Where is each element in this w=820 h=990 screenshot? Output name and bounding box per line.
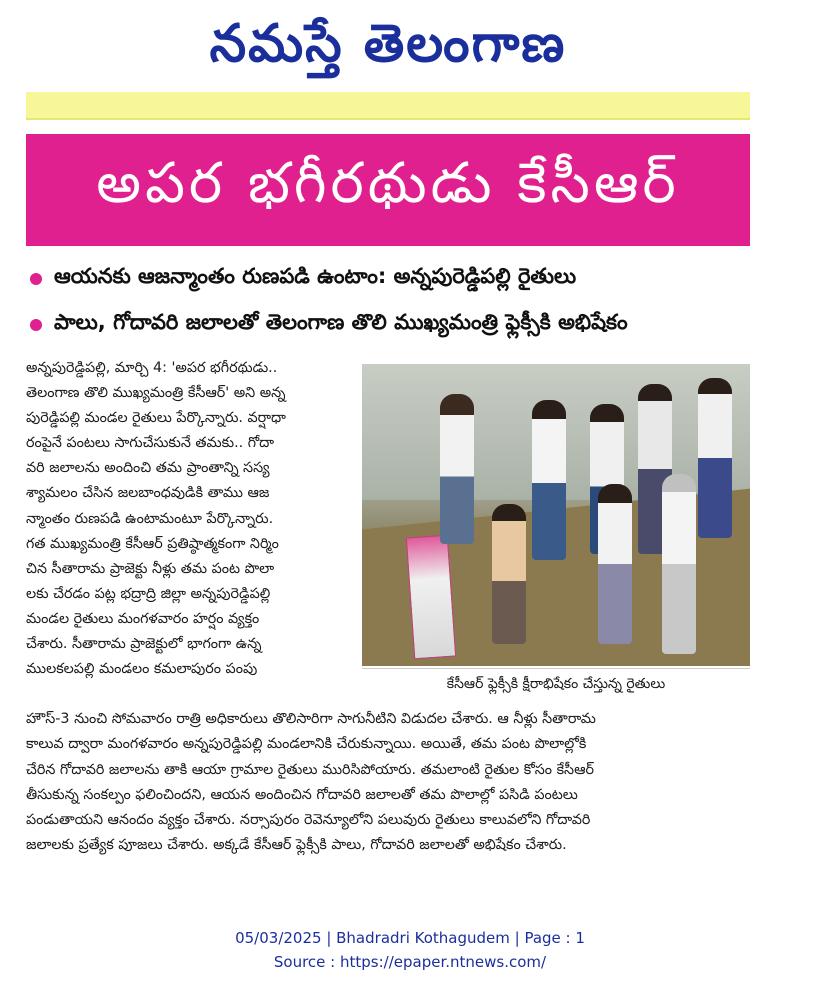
article-line: కాలువ ద్వారా మంగళవారం అన్నపురెడ్డిపల్లి మండలానికి చేరుకున్నాయి. అయితే, తమ పంట పొలాల్లోకి: [26, 736, 587, 753]
article-line: పండుతాయని ఆనందం వ్యక్తం చేశారు. నర్సాపురం రెవెన్యూలోని పలువురు రైతులు కాలువలోని గోదావరి: [26, 812, 591, 829]
photo-person: [698, 378, 732, 538]
article-line: రంపైనే పంటలు సాగుచేసుకునే తమకు.. గోదా: [26, 435, 274, 452]
headline: అపర భగీరథుడు కేసీఆర్: [96, 150, 680, 216]
subheadline-item: [26, 256, 750, 302]
photo-person: [440, 394, 474, 544]
masthead: [26, 4, 750, 94]
footer: [0, 926, 820, 974]
article-line: తెలంగాణ తొలి ముఖ్యమంత్రి కేసీఆర్' అని అన్న: [26, 385, 286, 402]
photo-person: [598, 484, 632, 644]
newspaper-logo: నమస్తే తెలంగాణ: [209, 14, 567, 74]
subheadline-text: ఆయనకు ఆజన్మాంతం రుణపడి ఉంటాం: అన్నపురెడ్డిపల్లి రైతులు: [54, 264, 577, 288]
article-line: శ్యామలం చేసిన జలబాంధవుడికి తాము ఆజ: [26, 485, 270, 502]
article-column: [26, 356, 356, 682]
photo-person: [492, 504, 526, 644]
photo-person: [532, 400, 566, 560]
article-line: హౌస్-3 నుంచి సోమవారం రాత్రి అధికారులు తొలిసారిగా సాగునీటిని విడుదల చేశారు. ఆ నీళ్లు సీతారామ: [26, 711, 596, 727]
article-fullwidth: [26, 707, 750, 859]
photo-flex-banner: [406, 535, 456, 660]
article-line: లకు చేరడం పట్ల భద్రాద్రి జిల్లా అన్నపురెడ్డిపల్లి: [26, 585, 271, 602]
bullet-icon: [30, 273, 42, 285]
article-line: చిన సీతారామ ప్రాజెక్టు నీళ్లు తమ పంట పొలా: [26, 560, 275, 577]
subheadline-item: [26, 302, 750, 348]
footer-date-line: 05/03/2025 | Bhadradri Kothagudem | Page : 1: [235, 929, 585, 947]
article-line: మండల రైతులు మంగళవారం హర్షం వ్యక్తం: [26, 610, 260, 627]
article-line: చేశారు. సీతారామ ప్రాజెక్టులో భాగంగా ఉన్న: [26, 636, 262, 653]
bullet-icon: [30, 319, 42, 331]
article-line: వరి జలాలను అందించి తమ ప్రాంతాన్ని సస్య: [26, 460, 270, 477]
photo-caption: కేసీఆర్ ఫ్లెక్సీకి క్షీరాభిషేకం చేస్తున్న రైతులు: [362, 668, 750, 699]
photo-person: [662, 474, 696, 654]
footer-source-line: Source : https://epaper.ntnews.com/: [273, 953, 547, 971]
article-photo: [362, 364, 750, 666]
article-line: జలాలకు ప్రత్యేక పూజలు చేశారు. అక్కడే కేసీఆర్ ఫ్లెక్సీకి పాలు, గోదావరి జలాలతో అభిషేకం చేశారు.: [26, 837, 567, 854]
article-line: అన్నపురెడ్డిపల్లి, మార్చి 4: 'అపర భగీరథుడు..: [26, 360, 278, 376]
article-line: తీసుకున్న సంకల్పం ఫలించిందని, ఆయన అందించిన గోదావరి జలాలతో తమ పొలాల్లో పసిడి పంటలు: [26, 786, 578, 803]
article-line: పురెడ్డిపల్లి మండల రైతులు పేర్కొన్నారు. వర్షాధా: [26, 410, 286, 427]
article-line: న్మాంతం రుణపడి ఉంటామంటూ పేర్కొన్నారు.: [26, 510, 274, 527]
article-line: ములకలపల్లి మండలం కమలాపురం పంపు: [26, 661, 258, 678]
subheadline-text: పాలు, గోదావరి జలాలతో తెలంగాణ తొలి ముఖ్యమంత్రి ఫ్లెక్సీకి అభిషేకం: [54, 310, 628, 334]
article-line: చేరిన గోదావరి జలాలను తాకి ఆయా గ్రామాల రైతులు మురిసిపోయారు. తమలాంటి రైతుల కోసం కేసీఆర్: [26, 761, 594, 778]
subheadlines: [26, 256, 750, 348]
masthead-strip: [26, 92, 750, 120]
headline-banner: [26, 134, 750, 246]
article-line: గత ముఖ్యమంత్రి కేసీఆర్ ప్రతిష్ఠాత్మకంగా నిర్మిం: [26, 535, 279, 552]
